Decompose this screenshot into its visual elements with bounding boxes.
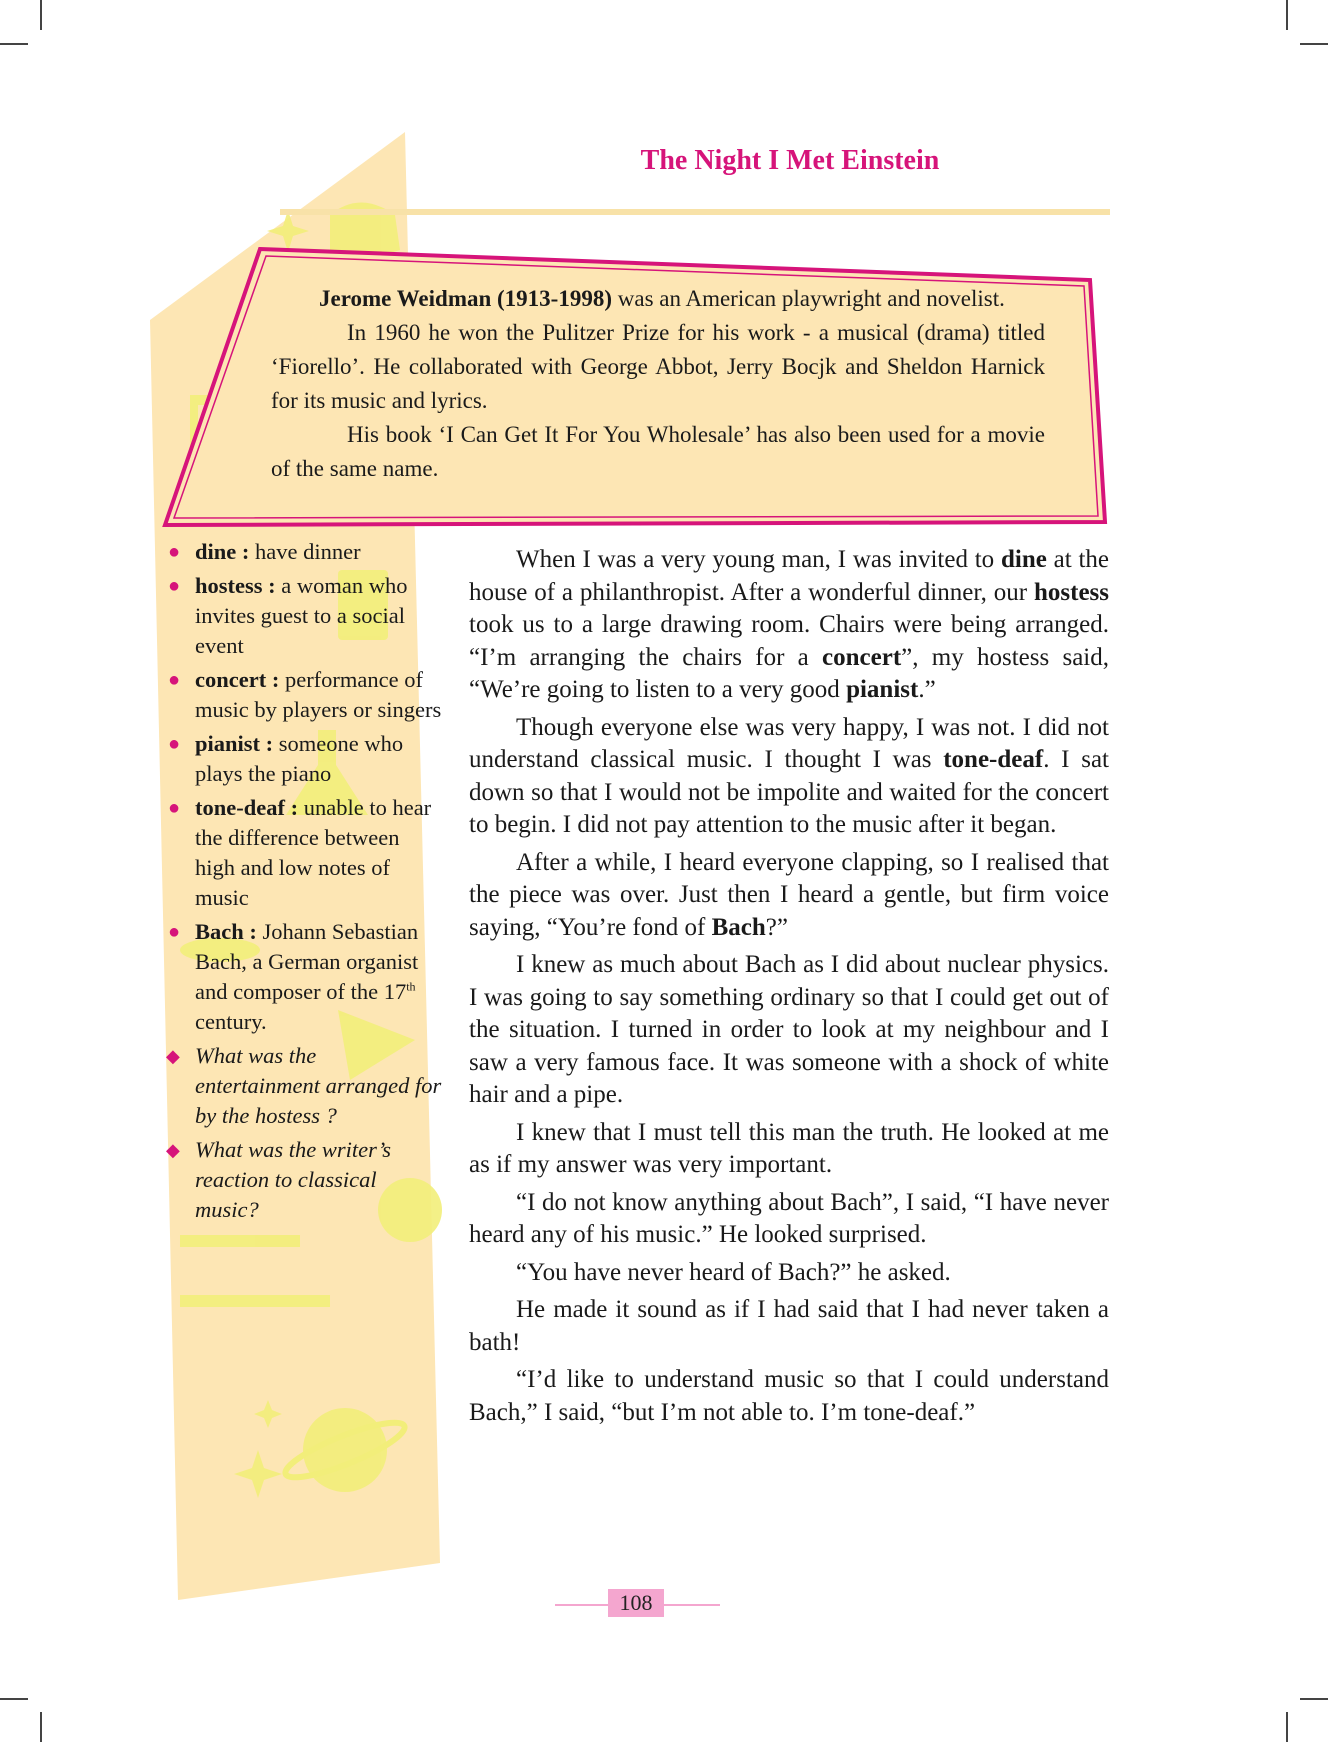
glossary-term: dine :	[195, 539, 250, 564]
author-bio	[271, 282, 1045, 486]
page-number-label: 108	[608, 1589, 664, 1617]
glossary-term: concert :	[195, 667, 280, 692]
keyword: dine	[1000, 546, 1047, 573]
glossary-term: Bach :	[195, 919, 257, 944]
glossary	[163, 537, 443, 1229]
story-paragraph: “I’d like to understand music so that I could understand Bach,” I said, “but I’m not able to. I’m tone-deaf.”	[469, 1366, 1109, 1426]
story-paragraph: “You have never heard of Bach?” he asked.	[516, 1258, 951, 1286]
comprehension-question	[163, 1041, 443, 1131]
story-paragraph: “I do not know anything about Bach”, I said, “I have never heard any of his music.” He looked surprised.	[469, 1188, 1109, 1248]
keyword: hostess	[1033, 578, 1109, 606]
glossary-item	[163, 917, 443, 1037]
story-paragraph: I knew that I must tell this man the truth. He looked at me as if my answer was very important.	[469, 1118, 1109, 1178]
keyword: concert	[822, 643, 902, 671]
comprehension-question	[163, 1135, 443, 1225]
text-run: When I was a very young man, I was invited to	[516, 546, 1001, 573]
text-run: . I sat down so that I would not be impolite and waited for the concert to begin. I did not pay attention to the music after it began.	[469, 746, 1109, 838]
bullet-icon: ●	[168, 733, 181, 755]
story-text	[469, 544, 1109, 1434]
text-run: took us to a large drawing room. Chairs were being arranged. “I’m arranging the chairs for a	[469, 611, 1109, 671]
story-paragraph	[469, 847, 1109, 945]
text-run: After a while, I heard everyone clapping, so I realised that the piece was over. Just then I heard a gentle, but firm voice saying, “You’re fond of	[469, 848, 1109, 941]
story-paragraph: He made it sound as if I had said that I had never taken a bath!	[469, 1296, 1109, 1356]
glossary-definition: have dinner	[249, 539, 361, 564]
story-paragraph: I knew as much about Bach as I did about nuclear physics. I was going to say something ordinary so that I could get out of the situation. I turned in order to look at my neighbour and I saw a very famous face. It was someone with a shock of white hair and a pipe.	[469, 951, 1109, 1108]
author-bio-text: was an American playwright and novelist.	[612, 286, 1005, 311]
glossary-term: hostess :	[195, 573, 276, 598]
bullet-icon: ●	[168, 669, 181, 691]
glossary-definition: someone who plays the piano	[195, 731, 404, 786]
bullet-icon: ●	[168, 921, 181, 943]
bullet-icon: ●	[168, 797, 181, 819]
glossary-item	[163, 537, 443, 567]
glossary-term: tone-deaf :	[195, 795, 299, 820]
text-run: .”	[918, 676, 936, 703]
bullet-icon: ●	[168, 575, 181, 597]
bullet-icon: ●	[168, 541, 181, 563]
diamond-bullet-icon: ◆	[166, 1140, 180, 1160]
glossary-item	[163, 665, 443, 725]
author-name: Jerome Weidman (1913-1998)	[319, 286, 613, 311]
text-run: ”, my hostess said, “We’re going to listen to a very good	[469, 643, 1110, 703]
question-text: What was the entertainment arranged for by the hostess ?	[195, 1043, 442, 1128]
author-bio-paragraph: His book ‘I Can Get It For You Wholesale’ has also been used for a movie of the same name.	[271, 422, 1045, 481]
text-run: at the house of a philanthropist. After a wonderful dinner, our	[469, 546, 1109, 606]
story-paragraph	[469, 544, 1109, 707]
text-run: Though everyone else was very happy, I was not. I did not understand classical music. I thought I was	[469, 713, 1109, 773]
author-bio-paragraph: In 1960 he won the Pulitzer Prize for his work - a musical (drama) titled ‘Fiorello’. He collaborated with George Abbot, Jerry Bocjk and Sheldon Harnick for its music and lyrics.	[271, 320, 1045, 413]
chapter-title: The Night I Met Einstein	[640, 145, 940, 176]
glossary-item	[163, 571, 443, 661]
glossary-definition: a woman who invites guest to a social event	[195, 573, 408, 658]
glossary-definition: Johann Sebastian Bach, a German organist and composer of the 17	[195, 919, 419, 1004]
keyword: pianist	[846, 676, 919, 703]
diamond-bullet-icon: ◆	[166, 1046, 180, 1066]
glossary-term: pianist :	[195, 731, 274, 756]
glossary-item	[163, 793, 443, 913]
glossary-item	[163, 729, 443, 789]
page-number	[555, 1589, 720, 1619]
superscript: th	[406, 979, 416, 994]
text-run: ?”	[765, 913, 788, 941]
question-text: What was the writer’s reaction to classical music?	[195, 1137, 392, 1222]
story-paragraph	[469, 712, 1109, 842]
glossary-definition-end: century.	[195, 1009, 267, 1034]
glossary-definition: unable to hear the difference between high and low notes of music	[195, 795, 432, 910]
glossary-definition: performance of music by players or singers	[195, 667, 442, 722]
keyword: Bach	[711, 913, 766, 941]
keyword: tone-deaf	[943, 746, 1044, 773]
